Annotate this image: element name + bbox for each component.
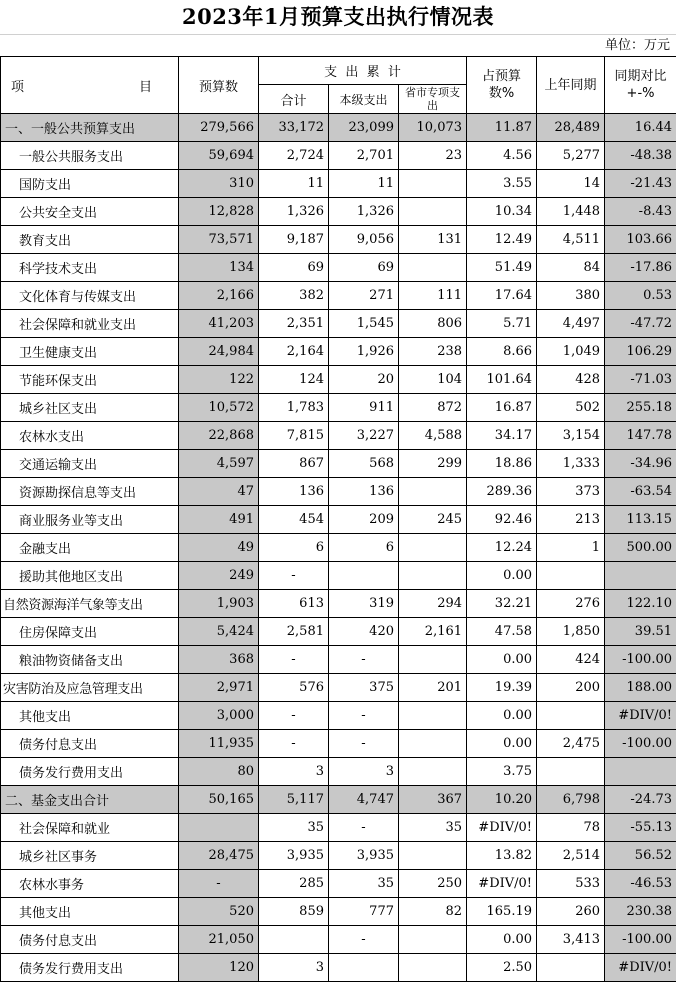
table-row — [1, 282, 676, 310]
cell-yoy: #DIV/0! — [605, 954, 676, 982]
cell-prov: 238 — [399, 338, 467, 366]
cell-yoy: 16.44 — [605, 114, 676, 142]
cell-yoy: 500.00 — [605, 534, 676, 562]
header-item-left: 项 — [11, 79, 25, 95]
cell-prov — [399, 646, 467, 674]
cell-prov — [399, 926, 467, 954]
cell-level: 1,326 — [329, 198, 399, 226]
cell-prov — [399, 758, 467, 786]
header-pct-budget: 占预算数% — [467, 57, 537, 114]
cell-total: 3 — [259, 758, 329, 786]
cell-level: 271 — [329, 282, 399, 310]
header-item-right: 目 — [138, 79, 152, 95]
header-item — [1, 57, 179, 114]
row-label: 二、基金支出合计 — [1, 786, 179, 814]
cell-total: 136 — [259, 478, 329, 506]
cell-last — [537, 758, 605, 786]
cell-total: 285 — [259, 870, 329, 898]
cell-yoy: -71.03 — [605, 366, 676, 394]
cell-level: 23,099 — [329, 114, 399, 142]
cell-yoy: -100.00 — [605, 730, 676, 758]
header-yoy: 同期对比+-% — [605, 57, 676, 114]
table-row — [1, 730, 676, 758]
row-label: 其他支出 — [1, 898, 179, 926]
cell-total: 35 — [259, 814, 329, 842]
row-label: 其他支出 — [1, 702, 179, 730]
cell-budget: - — [179, 870, 259, 898]
cell-last: 276 — [537, 590, 605, 618]
table-row — [1, 366, 676, 394]
table-row — [1, 954, 676, 982]
table-row — [1, 870, 676, 898]
cell-yoy: -34.96 — [605, 450, 676, 478]
cell-total: 3,935 — [259, 842, 329, 870]
cell-level: 6 — [329, 534, 399, 562]
cell-yoy: -100.00 — [605, 646, 676, 674]
header-total: 合计 — [259, 85, 329, 114]
table-row — [1, 842, 676, 870]
cell-prov — [399, 702, 467, 730]
cell-prov: 250 — [399, 870, 467, 898]
cell-level: 11 — [329, 170, 399, 198]
cell-prov: 35 — [399, 814, 467, 842]
cell-prov: 131 — [399, 226, 467, 254]
row-label: 粮油物资储备支出 — [1, 646, 179, 674]
cell-pct: 17.64 — [467, 282, 537, 310]
budget-table — [0, 56, 676, 982]
cell-yoy — [605, 562, 676, 590]
cell-yoy: -63.54 — [605, 478, 676, 506]
cell-budget: 520 — [179, 898, 259, 926]
cell-yoy: 39.51 — [605, 618, 676, 646]
cell-level: - — [329, 702, 399, 730]
cell-pct: 4.56 — [467, 142, 537, 170]
cell-last — [537, 954, 605, 982]
cell-pct: 289.36 — [467, 478, 537, 506]
cell-pct: #DIV/0! — [467, 814, 537, 842]
cell-budget: 10,572 — [179, 394, 259, 422]
cell-level: 20 — [329, 366, 399, 394]
cell-budget: 24,984 — [179, 338, 259, 366]
cell-prov: 10,073 — [399, 114, 467, 142]
cell-total: 33,172 — [259, 114, 329, 142]
cell-last: 2,514 — [537, 842, 605, 870]
cell-level: - — [329, 926, 399, 954]
row-label: 债务发行费用支出 — [1, 758, 179, 786]
cell-yoy: 147.78 — [605, 422, 676, 450]
table-row — [1, 114, 676, 142]
cell-last: 5,277 — [537, 142, 605, 170]
cell-pct: 10.34 — [467, 198, 537, 226]
cell-total: 7,815 — [259, 422, 329, 450]
cell-total: 69 — [259, 254, 329, 282]
cell-yoy: -24.73 — [605, 786, 676, 814]
cell-level: 35 — [329, 870, 399, 898]
cell-last: 4,497 — [537, 310, 605, 338]
cell-prov — [399, 254, 467, 282]
cell-last: 3,154 — [537, 422, 605, 450]
row-label: 教育支出 — [1, 226, 179, 254]
table-row — [1, 702, 676, 730]
row-label: 城乡社区支出 — [1, 394, 179, 422]
table-row — [1, 226, 676, 254]
cell-last: 373 — [537, 478, 605, 506]
cell-total: - — [259, 562, 329, 590]
cell-yoy: -8.43 — [605, 198, 676, 226]
row-label: 一、一般公共预算支出 — [1, 114, 179, 142]
table-row — [1, 422, 676, 450]
cell-last: 213 — [537, 506, 605, 534]
cell-pct: 92.46 — [467, 506, 537, 534]
cell-last: 200 — [537, 674, 605, 702]
cell-last: 260 — [537, 898, 605, 926]
cell-pct: 47.58 — [467, 618, 537, 646]
cell-prov: 367 — [399, 786, 467, 814]
cell-budget: 122 — [179, 366, 259, 394]
cell-prov: 111 — [399, 282, 467, 310]
cell-total: 859 — [259, 898, 329, 926]
cell-pct: 8.66 — [467, 338, 537, 366]
row-label: 住房保障支出 — [1, 618, 179, 646]
row-label: 国防支出 — [1, 170, 179, 198]
cell-budget: 80 — [179, 758, 259, 786]
row-label: 社会保障和就业支出 — [1, 310, 179, 338]
cell-pct: 18.86 — [467, 450, 537, 478]
cell-total — [259, 926, 329, 954]
cell-yoy — [605, 758, 676, 786]
table-row — [1, 590, 676, 618]
cell-prov: 82 — [399, 898, 467, 926]
table-row — [1, 142, 676, 170]
row-label: 卫生健康支出 — [1, 338, 179, 366]
cell-yoy: -17.86 — [605, 254, 676, 282]
table-row — [1, 618, 676, 646]
cell-pct: 13.82 — [467, 842, 537, 870]
cell-last: 14 — [537, 170, 605, 198]
cell-total: 1,783 — [259, 394, 329, 422]
row-label: 资源勘探信息等支出 — [1, 478, 179, 506]
cell-yoy: -100.00 — [605, 926, 676, 954]
row-label: 一般公共服务支出 — [1, 142, 179, 170]
header-last-year: 上年同期 — [537, 57, 605, 114]
table-row — [1, 814, 676, 842]
cell-yoy: 188.00 — [605, 674, 676, 702]
cell-total: 576 — [259, 674, 329, 702]
cell-yoy: -46.53 — [605, 870, 676, 898]
row-label: 商业服务业等支出 — [1, 506, 179, 534]
table-row — [1, 478, 676, 506]
cell-last — [537, 562, 605, 590]
cell-last: 84 — [537, 254, 605, 282]
table-row — [1, 674, 676, 702]
cell-yoy: 106.29 — [605, 338, 676, 366]
cell-last: 4,511 — [537, 226, 605, 254]
cell-total: 1,326 — [259, 198, 329, 226]
cell-yoy: 122.10 — [605, 590, 676, 618]
cell-prov: 245 — [399, 506, 467, 534]
cell-prov — [399, 730, 467, 758]
cell-last: 502 — [537, 394, 605, 422]
cell-total: 9,187 — [259, 226, 329, 254]
cell-budget — [179, 814, 259, 842]
cell-pct: 0.00 — [467, 730, 537, 758]
cell-level — [329, 562, 399, 590]
cell-prov: 23 — [399, 142, 467, 170]
unit-label: 单位：万元 — [0, 34, 676, 56]
cell-total: 124 — [259, 366, 329, 394]
table-row — [1, 926, 676, 954]
cell-pct: 3.55 — [467, 170, 537, 198]
cell-pct: 51.49 — [467, 254, 537, 282]
cell-budget: 22,868 — [179, 422, 259, 450]
cell-level: 3,935 — [329, 842, 399, 870]
cell-pct: 165.19 — [467, 898, 537, 926]
cell-budget: 50,165 — [179, 786, 259, 814]
cell-last: 533 — [537, 870, 605, 898]
cell-level: 4,747 — [329, 786, 399, 814]
row-label: 社会保障和就业 — [1, 814, 179, 842]
row-label: 援助其他地区支出 — [1, 562, 179, 590]
cell-prov: 872 — [399, 394, 467, 422]
cell-budget: 279,566 — [179, 114, 259, 142]
cell-budget: 12,828 — [179, 198, 259, 226]
cell-level — [329, 954, 399, 982]
cell-total: 382 — [259, 282, 329, 310]
cell-total: 5,117 — [259, 786, 329, 814]
cell-prov: 299 — [399, 450, 467, 478]
table-row — [1, 562, 676, 590]
cell-last: 78 — [537, 814, 605, 842]
cell-budget: 2,166 — [179, 282, 259, 310]
cell-total: 613 — [259, 590, 329, 618]
cell-pct: 0.00 — [467, 646, 537, 674]
cell-budget: 21,050 — [179, 926, 259, 954]
cell-budget: 59,694 — [179, 142, 259, 170]
cell-prov: 806 — [399, 310, 467, 338]
table-row — [1, 534, 676, 562]
page-title: 2023年1月预算支出执行情况表 — [181, 4, 495, 29]
row-label: 灾害防治及应急管理支出 — [1, 674, 179, 702]
cell-level: 319 — [329, 590, 399, 618]
cell-level: 3 — [329, 758, 399, 786]
cell-last: 428 — [537, 366, 605, 394]
table-row — [1, 898, 676, 926]
cell-yoy: -47.72 — [605, 310, 676, 338]
cell-last: 1 — [537, 534, 605, 562]
row-label: 农林水事务 — [1, 870, 179, 898]
cell-prov — [399, 198, 467, 226]
cell-yoy: 0.53 — [605, 282, 676, 310]
cell-budget: 3,000 — [179, 702, 259, 730]
row-label: 科学技术支出 — [1, 254, 179, 282]
cell-last: 380 — [537, 282, 605, 310]
cell-level: 69 — [329, 254, 399, 282]
cell-pct: 0.00 — [467, 562, 537, 590]
header-expenditure-group: 支 出 累 计 — [259, 57, 467, 85]
table-row — [1, 646, 676, 674]
cell-level: 9,056 — [329, 226, 399, 254]
header-same-level: 本级支出 — [329, 85, 399, 114]
cell-pct: 12.24 — [467, 534, 537, 562]
cell-level: 209 — [329, 506, 399, 534]
cell-total: 867 — [259, 450, 329, 478]
row-label: 自然资源海洋气象等支出 — [1, 590, 179, 618]
cell-budget: 49 — [179, 534, 259, 562]
cell-yoy: 230.38 — [605, 898, 676, 926]
cell-yoy: #DIV/0! — [605, 702, 676, 730]
cell-pct: 5.71 — [467, 310, 537, 338]
cell-pct: 10.20 — [467, 786, 537, 814]
cell-budget: 4,597 — [179, 450, 259, 478]
cell-total: 454 — [259, 506, 329, 534]
cell-budget: 134 — [179, 254, 259, 282]
cell-budget: 2,971 — [179, 674, 259, 702]
cell-pct: 12.49 — [467, 226, 537, 254]
cell-prov — [399, 534, 467, 562]
cell-total: 2,351 — [259, 310, 329, 338]
cell-budget: 41,203 — [179, 310, 259, 338]
table-row — [1, 310, 676, 338]
cell-total: 6 — [259, 534, 329, 562]
cell-budget: 73,571 — [179, 226, 259, 254]
cell-total: - — [259, 730, 329, 758]
row-label: 交通运输支出 — [1, 450, 179, 478]
cell-total: 11 — [259, 170, 329, 198]
cell-total: 2,724 — [259, 142, 329, 170]
cell-last: 1,448 — [537, 198, 605, 226]
cell-budget: 120 — [179, 954, 259, 982]
cell-pct: 2.50 — [467, 954, 537, 982]
cell-prov: 201 — [399, 674, 467, 702]
row-label: 债务付息支出 — [1, 730, 179, 758]
row-label: 债务付息支出 — [1, 926, 179, 954]
cell-budget: 249 — [179, 562, 259, 590]
cell-yoy: 56.52 — [605, 842, 676, 870]
row-label: 公共安全支出 — [1, 198, 179, 226]
cell-level: 568 — [329, 450, 399, 478]
cell-total: 2,581 — [259, 618, 329, 646]
cell-yoy: -48.38 — [605, 142, 676, 170]
cell-last: 1,049 — [537, 338, 605, 366]
cell-prov — [399, 562, 467, 590]
row-label: 农林水支出 — [1, 422, 179, 450]
cell-pct: 19.39 — [467, 674, 537, 702]
cell-budget: 1,903 — [179, 590, 259, 618]
cell-level: - — [329, 646, 399, 674]
table-row — [1, 338, 676, 366]
cell-yoy: 113.15 — [605, 506, 676, 534]
cell-budget: 47 — [179, 478, 259, 506]
cell-yoy: 255.18 — [605, 394, 676, 422]
row-label: 债务发行费用支出 — [1, 954, 179, 982]
cell-level: 911 — [329, 394, 399, 422]
cell-budget: 5,424 — [179, 618, 259, 646]
row-label: 城乡社区事务 — [1, 842, 179, 870]
header-budget: 预算数 — [179, 57, 259, 114]
cell-pct: 16.87 — [467, 394, 537, 422]
cell-pct: 101.64 — [467, 366, 537, 394]
cell-prov — [399, 478, 467, 506]
cell-total: 3 — [259, 954, 329, 982]
cell-last: 1,333 — [537, 450, 605, 478]
cell-prov — [399, 954, 467, 982]
row-label: 金融支出 — [1, 534, 179, 562]
cell-pct: 0.00 — [467, 702, 537, 730]
cell-yoy: -21.43 — [605, 170, 676, 198]
cell-total: - — [259, 702, 329, 730]
cell-last: 3,413 — [537, 926, 605, 954]
cell-level: - — [329, 730, 399, 758]
cell-prov: 2,161 — [399, 618, 467, 646]
cell-last: 424 — [537, 646, 605, 674]
cell-pct: 0.00 — [467, 926, 537, 954]
cell-prov: 294 — [399, 590, 467, 618]
cell-level: 375 — [329, 674, 399, 702]
cell-budget: 28,475 — [179, 842, 259, 870]
cell-level: 136 — [329, 478, 399, 506]
header-provincial: 省市专项支出 — [399, 85, 467, 114]
cell-last — [537, 702, 605, 730]
row-label: 节能环保支出 — [1, 366, 179, 394]
cell-pct: 32.21 — [467, 590, 537, 618]
cell-last: 6,798 — [537, 786, 605, 814]
cell-total: 2,164 — [259, 338, 329, 366]
cell-level: 1,926 — [329, 338, 399, 366]
cell-level: 3,227 — [329, 422, 399, 450]
table-row — [1, 198, 676, 226]
table-row — [1, 758, 676, 786]
cell-prov: 4,588 — [399, 422, 467, 450]
row-label: 文化体育与传媒支出 — [1, 282, 179, 310]
cell-yoy: -55.13 — [605, 814, 676, 842]
table-row — [1, 170, 676, 198]
cell-level: 777 — [329, 898, 399, 926]
table-row — [1, 506, 676, 534]
cell-prov: 104 — [399, 366, 467, 394]
cell-budget: 368 — [179, 646, 259, 674]
cell-pct: #DIV/0! — [467, 870, 537, 898]
table-body — [1, 114, 676, 982]
table-row — [1, 450, 676, 478]
cell-level: 1,545 — [329, 310, 399, 338]
table-row — [1, 394, 676, 422]
cell-last: 1,850 — [537, 618, 605, 646]
cell-level: - — [329, 814, 399, 842]
cell-budget: 11,935 — [179, 730, 259, 758]
cell-pct: 3.75 — [467, 758, 537, 786]
cell-level: 420 — [329, 618, 399, 646]
cell-level: 2,701 — [329, 142, 399, 170]
table-row — [1, 786, 676, 814]
cell-prov — [399, 170, 467, 198]
cell-pct: 34.17 — [467, 422, 537, 450]
cell-last: 2,475 — [537, 730, 605, 758]
cell-yoy: 103.66 — [605, 226, 676, 254]
cell-budget: 310 — [179, 170, 259, 198]
cell-pct: 11.87 — [467, 114, 537, 142]
table-row — [1, 254, 676, 282]
cell-total: - — [259, 646, 329, 674]
cell-prov — [399, 842, 467, 870]
cell-budget: 491 — [179, 506, 259, 534]
cell-last: 28,489 — [537, 114, 605, 142]
